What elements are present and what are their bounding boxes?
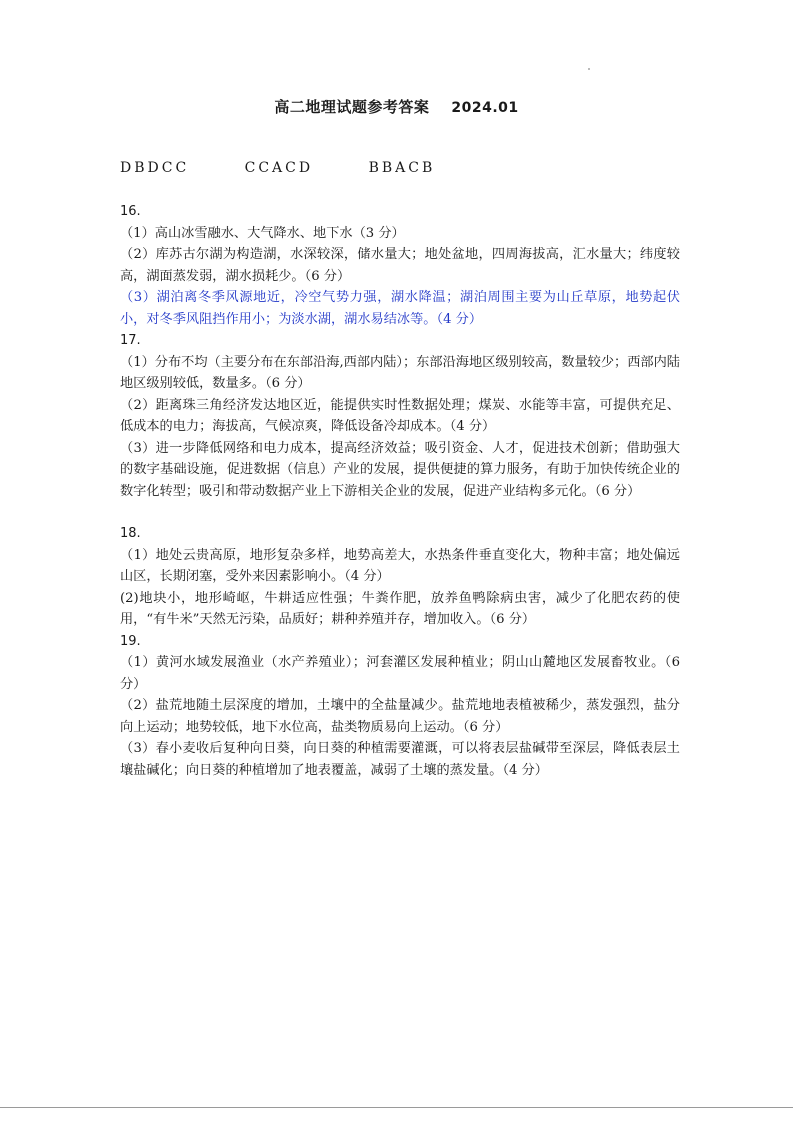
answer-item: （2）距离珠三角经济发达地区近，能提供实时性数据处理；煤炭、水能等丰富，可提供充足、低成本的电力；海拔高，气候凉爽，降低设备冷却成本。（4 分）: [120, 397, 680, 434]
scan-speck: [588, 68, 590, 70]
answer-item: （1）黄河水域发展渔业（水产养殖业）；河套灌区发展种植业；阴山山麓地区发展畜牧业。（6 分）: [120, 655, 680, 692]
title-text: 高二地理试题参考答案: [274, 98, 430, 116]
answer-item: （3）春小麦收后复种向日葵，向日葵的种植需要灌溉，可以将表层盐碱带至深层，降低表层土壤盐碱化；向日葵的种植增加了地表覆盖，减弱了土壤的蒸发量。（4 分）: [120, 741, 680, 778]
answer-item: (2)地块小，地形崎岖，牛耕适应性强；牛粪作肥，放养鱼鸭除病虫害，减少了化肥农药的使用，“有牛米”天然无污染，品质好；耕种养殖并存，增加收入。（6 分）: [120, 590, 680, 627]
answer-item: （2）库苏古尔湖为构造湖，水深较深，储水量大；地处盆地，四周海拔高，汇水量大；纬度较高，湖面蒸发弱，湖水损耗少。（6 分）: [120, 247, 680, 284]
choice-group-2: CCACD: [244, 160, 314, 176]
choice-answers: [120, 160, 483, 176]
answer-item-highlighted: （3）湖泊离冬季风源地近，冷空气势力强，湖水降温；湖泊周围主要为山丘草原，地势起伏小，对冬季风阻挡作用小；为淡水湖，湖水易结冰等。（4 分）: [120, 290, 680, 327]
choice-group-3: BBACB: [368, 160, 436, 176]
question-number: 19.: [120, 633, 141, 649]
answer-item: （2）盐荒地随土层深度的增加，土壤中的全盐量减少。盐荒地地表植被稀少，蒸发强烈，盐分向上运动；地势较低，地下水位高，盐类物质易向上运动。（6 分）: [120, 698, 680, 735]
section-spacer: [120, 502, 680, 523]
answer-item: （1）地处云贵高原，地形复杂多样，地势高差大，水热条件垂直变化大，物种丰富；地处偏远山区，长期闭塞，受外来因素影响小。（4 分）: [120, 547, 680, 584]
question-number: 17.: [120, 333, 141, 348]
question-number: 16.: [120, 204, 141, 219]
answer-item: （1）高山冰雪融水、大气降水、地下水（3 分）: [120, 225, 405, 241]
answer-item: （1）分布不均（主要分布在东部沿海,西部内陆）；东部沿海地区级别较高，数量较少；西部内陆地区级别较低，数量多。（6 分）: [120, 354, 680, 391]
question-number: 18.: [120, 526, 141, 541]
title-year: 2024.01: [451, 100, 519, 116]
answer-item: （3）进一步降低网络和电力成本，提高经济效益；吸引资金、人才，促进技术创新；借助强大的数字基础设施，促进数据（信息）产业的发展，提供便捷的算力服务，有助于加快传统企业的数字化转型；吸引和带动数据产业上下游相关企业的发展，促进产业结构多元化。（6 分）: [120, 440, 680, 499]
answer-content: [120, 201, 680, 781]
page-bottom-rule: [0, 1107, 793, 1108]
page-title: [0, 96, 793, 117]
choice-group-1: DBDCC: [120, 160, 190, 176]
